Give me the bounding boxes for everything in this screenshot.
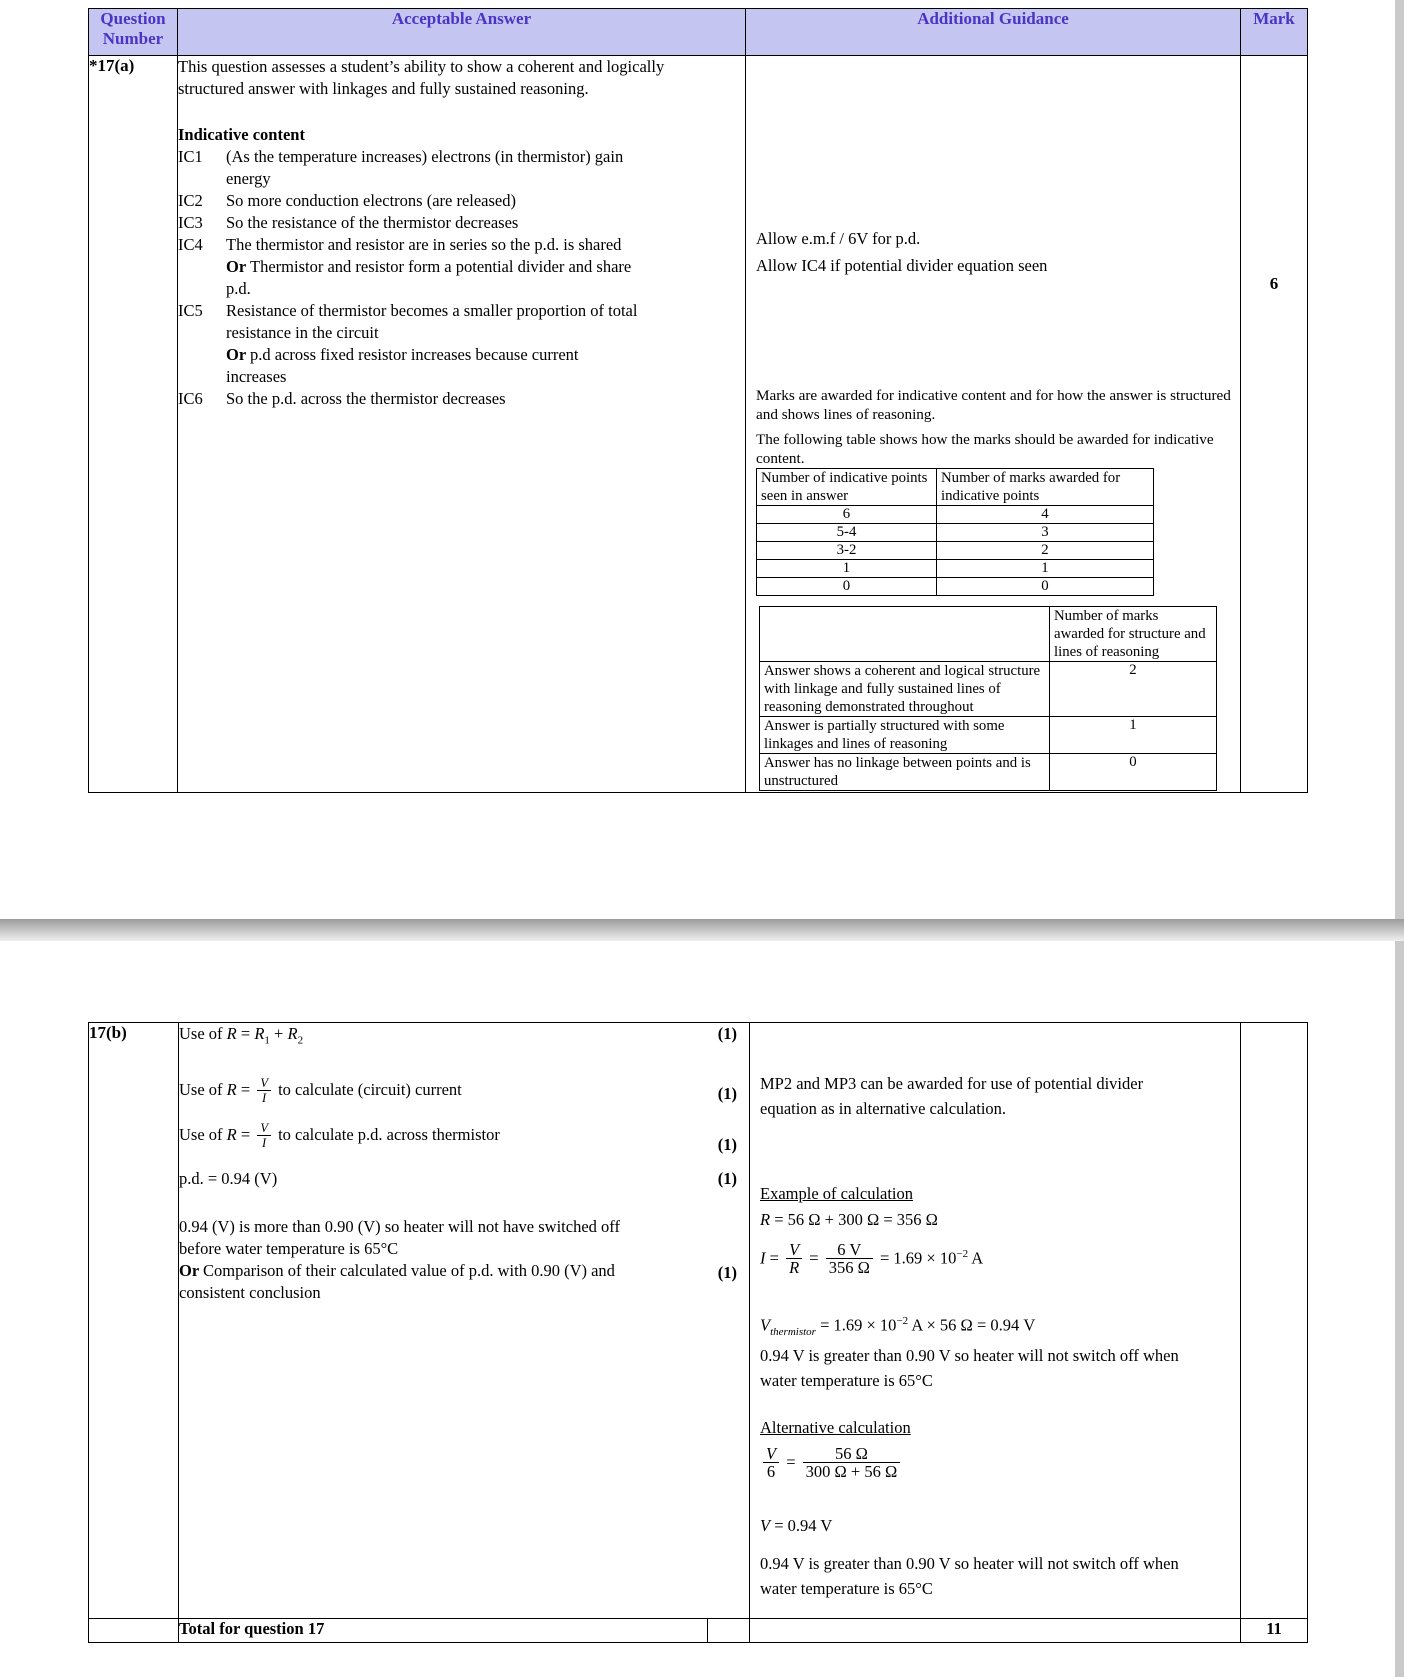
header-mark: Mark bbox=[1241, 9, 1308, 56]
fraction-numerator bbox=[257, 1077, 271, 1090]
indicative-table-cell: 1 bbox=[937, 560, 1154, 578]
math-fraction bbox=[257, 1122, 271, 1151]
math-variable: R bbox=[226, 1124, 237, 1144]
text-line: Use of R = $\frac{V}{I}$ to calculate (circuit) current bbox=[179, 1076, 462, 1106]
guidance-equation bbox=[760, 1309, 1035, 1345]
indicative-table-row bbox=[757, 560, 1154, 578]
guidance-equation bbox=[760, 1513, 832, 1538]
acceptable-answer-17a bbox=[178, 56, 746, 793]
indicative-point-id: IC5 bbox=[178, 301, 203, 320]
math-variable: V bbox=[760, 1315, 771, 1335]
mark-scheme-table-17b bbox=[88, 1022, 1308, 1643]
indicative-point-lines bbox=[226, 190, 745, 212]
structure-table-marks: 0 bbox=[1050, 754, 1217, 791]
indicative-point bbox=[178, 300, 745, 388]
text-line: R = 56 Ω + 300 Ω = 356 Ω bbox=[760, 1210, 938, 1229]
row-17b bbox=[89, 1023, 1308, 1619]
marking-point bbox=[179, 1077, 749, 1106]
marking-point bbox=[179, 1168, 749, 1190]
text-line: before water temperature is 65°C bbox=[179, 1239, 399, 1259]
guidance-block bbox=[756, 253, 1047, 278]
text-line: Or p.d across fixed resistor increases because current bbox=[226, 345, 579, 364]
text-line: 0.94 (V) is more than 0.90 (V) so heater will not have switched off bbox=[179, 1217, 620, 1237]
text-line: (As the temperature increases) electrons (in thermistor) gain bbox=[226, 147, 624, 166]
guidance-note bbox=[760, 1071, 1143, 1121]
indicative-marks-table bbox=[756, 468, 1154, 596]
text-line: Use of $R = R_1 + R_2$ bbox=[179, 1024, 304, 1047]
indicative-point bbox=[178, 234, 745, 300]
text-line: increases bbox=[226, 367, 287, 386]
text-line: V = 0.94 V bbox=[760, 1516, 833, 1535]
indicative-table-cell: 0 bbox=[757, 578, 937, 596]
structure-table-empty-header bbox=[760, 607, 1050, 662]
fraction-denominator bbox=[257, 1135, 271, 1150]
acceptable-answer-17b bbox=[179, 1023, 750, 1619]
text-line: I = $\frac{V}{R}$ = $\frac{6 V}{356 \Omega}$ = $1.69 \times 10^{-2}$ A bbox=[760, 1240, 984, 1278]
indicative-point bbox=[178, 190, 745, 212]
structure-marks-table bbox=[759, 606, 1217, 791]
indicative-table-cell: 0 bbox=[937, 578, 1154, 596]
indicative-table-cell: 2 bbox=[937, 542, 1154, 560]
levels-intro-text bbox=[178, 56, 745, 100]
indicative-table-row bbox=[757, 506, 1154, 524]
text-line: Allow IC4 if potential divider equation seen bbox=[756, 256, 1048, 275]
math-variable: R bbox=[287, 1024, 298, 1043]
text-line: Or Comparison of their calculated value of p.d. with 0.90 (V) and bbox=[179, 1261, 615, 1281]
math-variable: V bbox=[760, 1516, 771, 1535]
mark-scheme-table-17a bbox=[88, 8, 1308, 793]
marking-point bbox=[179, 1216, 749, 1304]
math-variable: R bbox=[254, 1024, 265, 1043]
structure-table-row bbox=[760, 662, 1217, 717]
indicative-table-cell: 5-4 bbox=[757, 524, 937, 542]
math-variable: R bbox=[789, 1258, 800, 1278]
structure-table-description: Answer has no linkage between points and is unstructured bbox=[760, 754, 1050, 791]
indicative-table-row bbox=[757, 524, 1154, 542]
structure-table-header-row bbox=[760, 607, 1217, 662]
indicative-point-lines bbox=[226, 388, 745, 410]
text-line: So the p.d. across the thermistor decreases bbox=[226, 389, 506, 408]
text-line: The thermistor and resistor are in series so the p.d. is shared bbox=[226, 235, 622, 254]
text-line: water temperature is 65°C bbox=[760, 1371, 933, 1390]
indicative-point-id: IC2 bbox=[178, 191, 203, 210]
indicative-point bbox=[178, 146, 745, 190]
total-row-empty-narrow bbox=[708, 1619, 750, 1643]
structure-table-marks: 1 bbox=[1050, 717, 1217, 754]
indicative-table-header: Number of marks awarded for indicative points bbox=[937, 469, 1154, 506]
fraction-denominator: 356 Ω bbox=[826, 1258, 873, 1278]
intro-line: structured answer with linkages and fully sustained reasoning. bbox=[178, 79, 589, 98]
fraction-denominator: 300 Ω + 56 Ω bbox=[803, 1462, 901, 1482]
indicative-point bbox=[178, 212, 745, 234]
indicative-table-row bbox=[757, 542, 1154, 560]
question-number-17a: *17(a) bbox=[89, 56, 178, 793]
marking-point bbox=[179, 1023, 749, 1051]
bold-or-text: Or bbox=[226, 345, 250, 364]
guidance-block bbox=[756, 386, 1231, 424]
indicative-point-id: IC1 bbox=[178, 147, 203, 166]
fraction-numerator bbox=[763, 1445, 779, 1462]
text-line bbox=[760, 1181, 913, 1206]
mark-17a bbox=[1241, 56, 1308, 793]
additional-guidance-17a bbox=[746, 56, 1241, 793]
indicative-point-id: IC3 bbox=[178, 213, 203, 232]
text-line: 0.94 V is greater than 0.90 V so heater will not switch off when bbox=[760, 1554, 1179, 1573]
math-fraction bbox=[786, 1241, 802, 1278]
text-line bbox=[760, 1415, 911, 1440]
math-fraction bbox=[826, 1241, 873, 1278]
mark-point-value: (1) bbox=[717, 1084, 737, 1104]
text-line: 0.94 V is greater than 0.90 V so heater will not switch off when bbox=[760, 1346, 1179, 1365]
total-row bbox=[89, 1619, 1308, 1643]
text-line: content. bbox=[756, 450, 805, 467]
header-row bbox=[89, 9, 1308, 56]
math-superscript: −2 bbox=[956, 1247, 969, 1260]
guidance-note bbox=[760, 1343, 1179, 1393]
additional-guidance-17b bbox=[750, 1023, 1241, 1619]
math-variable: V bbox=[260, 1076, 268, 1091]
math-subscript bbox=[770, 1326, 816, 1338]
total-row-empty-guidance bbox=[750, 1619, 1241, 1643]
indicative-table-cell: 1 bbox=[757, 560, 937, 578]
mark-17b bbox=[1241, 1023, 1308, 1619]
math-superscript: −2 bbox=[896, 1315, 909, 1327]
math-variable: V bbox=[260, 1120, 268, 1135]
indicative-table-cell: 3-2 bbox=[757, 542, 937, 560]
math-variable: R bbox=[760, 1210, 771, 1229]
text-line: $\frac{V}{6}$ = $\frac{56 \Omega}{300 \Omega + 56 \Omega}$ bbox=[760, 1445, 903, 1482]
page-break-shadow bbox=[0, 919, 1404, 941]
guidance-equation bbox=[760, 1207, 938, 1232]
math-fraction bbox=[257, 1077, 271, 1106]
mark-point-value: (1) bbox=[717, 1169, 737, 1189]
text-line: So more conduction electrons (are released) bbox=[226, 191, 516, 210]
fraction-numerator bbox=[257, 1122, 271, 1135]
guidance-equation bbox=[760, 1241, 983, 1278]
total-row-empty-qn bbox=[89, 1619, 179, 1643]
fraction-denominator bbox=[257, 1090, 271, 1105]
indicative-point-lines bbox=[226, 146, 745, 190]
indicative-table-row bbox=[757, 578, 1154, 596]
structure-table-description: Answer is partially structured with some linkages and lines of reasoning bbox=[760, 717, 1050, 754]
underlined-heading-text: Example of calculation bbox=[760, 1184, 914, 1203]
text-line: p.d. = 0.94 (V) bbox=[179, 1169, 278, 1189]
guidance-note bbox=[760, 1551, 1179, 1601]
indicative-point-lines bbox=[226, 212, 745, 234]
math-variable: R bbox=[226, 1080, 237, 1100]
text-line: and shows lines of reasoning. bbox=[756, 406, 936, 423]
text-line: MP2 and MP3 can be awarded for use of potential divider bbox=[760, 1074, 1144, 1093]
fraction-numerator: 56 Ω bbox=[835, 1444, 868, 1463]
indicative-table-header-row bbox=[757, 469, 1154, 506]
math-variable: thermistor bbox=[770, 1325, 816, 1338]
text-line: The following table shows how the marks should be awarded for indicative bbox=[756, 431, 1214, 448]
text-line: Marks are awarded for indicative content and for how the answer is structured bbox=[756, 387, 1231, 404]
indicative-table-cell: 3 bbox=[937, 524, 1154, 542]
guidance-heading bbox=[760, 1415, 911, 1440]
math-variable: I bbox=[262, 1135, 267, 1150]
indicative-table-header: Number of indicative points seen in answer bbox=[757, 469, 937, 506]
mark-17a-value: 6 bbox=[1269, 274, 1279, 293]
viewer-background-strip bbox=[1395, 0, 1404, 1677]
fraction-denominator: 6 bbox=[763, 1462, 779, 1482]
structure-table-row bbox=[760, 754, 1217, 791]
header-acceptable-answer: Acceptable Answer bbox=[178, 9, 746, 56]
header-additional-guidance: Additional Guidance bbox=[746, 9, 1241, 56]
mark-point-value: (1) bbox=[717, 1134, 737, 1154]
math-variable: V bbox=[789, 1240, 800, 1259]
indicative-point-lines bbox=[226, 300, 745, 388]
text-line: consistent conclusion bbox=[179, 1283, 321, 1303]
total-label: Total for question 17 bbox=[179, 1619, 708, 1643]
text-line: Resistance of thermistor becomes a smaller proportion of total bbox=[226, 301, 638, 320]
math-subscript: 2 bbox=[297, 1034, 304, 1047]
math-variable: I bbox=[262, 1091, 267, 1106]
marking-point bbox=[179, 1120, 749, 1154]
question-number-17b: 17(b) bbox=[89, 1023, 179, 1619]
total-mark-value: 11 bbox=[1241, 1619, 1308, 1643]
text-line: $V_{thermistor} = 1.69 \times 10^{-2}$ A × 56 Ω = 0.94 V bbox=[760, 1315, 1036, 1338]
text-line: equation as in alternative calculation. bbox=[760, 1099, 1007, 1118]
structure-table-marks: 2 bbox=[1050, 662, 1217, 717]
bold-or-text: Or bbox=[226, 257, 250, 276]
fraction-denominator bbox=[786, 1258, 802, 1278]
text-line: Allow e.m.f / 6V for p.d. bbox=[756, 229, 921, 248]
indicative-content-heading: Indicative content bbox=[178, 125, 305, 144]
guidance-equation bbox=[760, 1445, 903, 1482]
structure-table-header: Number of marks awarded for structure and lines of reasoning bbox=[1050, 607, 1217, 662]
header-question-number: Question Number bbox=[89, 9, 178, 56]
indicative-point-id: IC6 bbox=[178, 389, 203, 408]
fraction-numerator: 6 V bbox=[837, 1240, 862, 1259]
guidance-heading bbox=[760, 1181, 913, 1206]
indicative-table-cell: 6 bbox=[757, 506, 937, 524]
mark-point-value: (1) bbox=[717, 1024, 737, 1043]
math-variable: R bbox=[226, 1024, 237, 1043]
indicative-point-id: IC4 bbox=[178, 235, 203, 254]
structure-table-row bbox=[760, 717, 1217, 754]
text-line: So the resistance of the thermistor decreases bbox=[226, 213, 519, 232]
marking-points-list bbox=[179, 1023, 749, 1304]
math-subscript: 1 bbox=[264, 1034, 270, 1047]
text-line: resistance in the circuit bbox=[226, 323, 379, 342]
bold-or-text: Or bbox=[179, 1261, 203, 1281]
math-fraction bbox=[763, 1445, 779, 1482]
row-17a bbox=[89, 56, 1308, 793]
indicative-point-lines bbox=[226, 234, 745, 300]
math-variable: I bbox=[760, 1248, 766, 1268]
underlined-heading-text: Alternative calculation bbox=[760, 1418, 911, 1437]
indicative-point bbox=[178, 388, 745, 410]
text-line: p.d. bbox=[226, 279, 251, 298]
text-line: energy bbox=[226, 169, 271, 188]
text-line: Use of R = $\frac{V}{I}$ to calculate p.d. across thermistor bbox=[179, 1120, 500, 1150]
indicative-table-cell: 4 bbox=[937, 506, 1154, 524]
fraction-numerator bbox=[786, 1241, 802, 1258]
text-line: water temperature is 65°C bbox=[760, 1579, 933, 1598]
guidance-block bbox=[756, 226, 920, 251]
indicative-points-list bbox=[178, 146, 745, 410]
intro-line: This question assesses a student’s ability to show a coherent and logically bbox=[178, 57, 665, 76]
math-variable: V bbox=[766, 1444, 777, 1463]
structure-table-description: Answer shows a coherent and logical structure with linkage and fully sustained lines of reasoning demonstrated throughout bbox=[760, 662, 1050, 717]
math-fraction bbox=[803, 1445, 901, 1482]
mark-point-value: (1) bbox=[717, 1263, 737, 1283]
guidance-block bbox=[756, 430, 1214, 468]
text-line: Or Thermistor and resistor form a potential divider and share bbox=[226, 257, 632, 276]
